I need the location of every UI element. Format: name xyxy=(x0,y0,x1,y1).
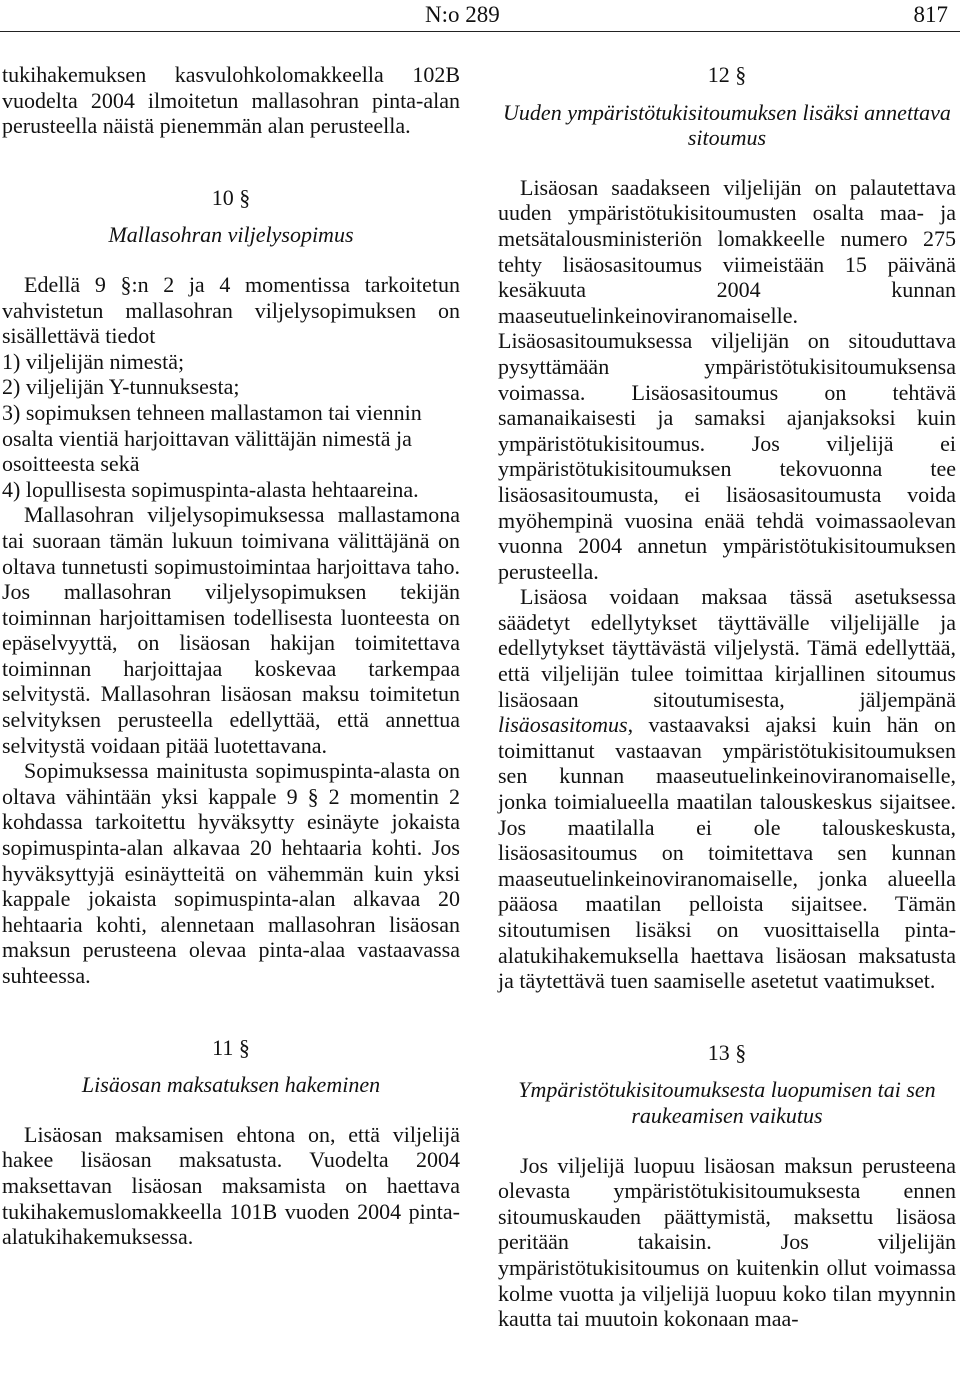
section-12-paragraph-1: Lisäosan saadakseen viljelijän on palautettava uuden ympäristötukisitoumusten osalta maa- ja metsätalousministeriön lomakkeelle numero 275 tehty lisäosasitoumus viimeistään 15 päivänä kesäkuuta 2004 kunnan maaseutuelinkeinoviranomaiselle. Lisäosasitoumuksessa viljelijän on sitouduttava pysyttämään ympäristötukisitoumuksensa voimassa. Lisäosasitoumus on tehtävä samanaikaisesti ja samaksi ajanjaksoksi kuin ympäristötukisitoumus. Jos viljelijä ei ympäristötukisitoumuksen tekovuonna tee lisäosasitoumusta, ei lisäosasitoumusta voida myöhempinä vuosina enää tehdä voimassaolevan vuonna 2004 annetun ympäristötukisitoumuksen perusteella. xyxy=(498,174,956,584)
section-10-number: 10 § xyxy=(211,184,251,210)
section-12-number: 12 § xyxy=(707,62,747,87)
section-10-item-3: 3) sopimuksen tehneen mallastamon tai viennin osalta vientiä harjoittavan välittäjän nimestä ja osoitteesta sekä xyxy=(2,399,422,477)
section-13-paragraph-1: Jos viljelijä luopuu lisäosan maksun perusteena olevasta ympäristötukisitoumuksesta ennen sitoumuskauden päättymistä, maksettu lisäosa peritään takaisin. Jos viljelijän ympäristötukisitoumus on kuitenkin ollut voimassa kolme vuotta ja viljelijä luopuu koko tilan myynnin kautta tai muutoin kokonaan maa- xyxy=(498,1152,956,1332)
section-11-number: 11 § xyxy=(212,1034,250,1060)
continuation-paragraph: tukihakemuksen kasvulohkolomakkeella 102B vuodelta 2004 ilmoitetun mallasohran pinta-alan perusteella näistä pienemmän alan perusteella. xyxy=(2,62,460,139)
section-12-paragraph-2-end: , vastaavaksi ajaksi kuin hän on toimittanut vastaavan ympäristötukisitoumuksen sen kunnan maaseutuelinkeinoviranomaiselle, jonka toimialueella maatilan talouskeskus sijaitsee. Jos maatilalla ei ole talouskeskusta, lisäosasitoumus on toimitettava sen kunnan maaseutuelinkeinoviranomaiselle, jonka alueella pääosa maatilan pelloista sijaitsee. Tämän sitoutumisen lisäksi on vuosittaisella pinta-alatukihakemuksella haettava lisäosan maksatusta ja täytettävä tuen saamiselle asetetut vaatimukset. xyxy=(498,712,956,994)
page-number: 817 xyxy=(913,2,948,27)
section-13-number: 13 § xyxy=(707,1039,747,1065)
statute-number: N:o 289 xyxy=(425,2,500,27)
section-13-title: Ympäristötukisitoumuksesta luopumisen tai sen raukeamisen vaikutus xyxy=(518,1077,936,1128)
right-column xyxy=(498,62,956,1332)
section-10-paragraph-3: Sopimuksessa mainitusta sopimuspinta-alasta on oltava vähintään yksi kappale 9 § 2 momentin 2 kohdassa tarkoitettu hyväksytty esinäyte jokaista sopimuspinta-alan alkavaa 20 hehtaaria kohti. Jos hyväksyttyjä esinäytteitä on vähemmän kuin yksi kappale jokaista sopimuspinta-alan alkavaa 20 hehtaaria kohti, alennetaan mallasohran lisäosan maksun perusteena olevaa pinta-alaa vastaavassa suhteessa. xyxy=(2,758,460,988)
running-header xyxy=(0,0,960,32)
section-10-item-1: 1) viljelijän nimestä; xyxy=(2,348,185,374)
section-11-paragraph-1: Lisäosan maksamisen ehtona on, että viljelijä hakee lisäosan maksatusta. Vuodelta 2004 maksettavan lisäosan maksamista on haettava tukihakemuslomakkeella 101B vuoden 2004 pinta-alatukihakemuksessa. xyxy=(2,1121,460,1250)
section-11-title: Lisäosan maksatuksen hakeminen xyxy=(81,1072,381,1098)
header-rule xyxy=(0,31,960,32)
section-12-paragraph-2 xyxy=(498,584,956,994)
section-10-intro: Edellä 9 §:n 2 ja 4 momentissa tarkoitetun vahvistetun mallasohran viljelysopimuksen on sisällettävä tiedot xyxy=(2,271,460,349)
section-12-title: Uuden ympäristötukisitoumuksen lisäksi annettava sitoumus xyxy=(503,99,951,151)
defined-term: lisäosasitomus xyxy=(498,712,628,738)
section-10-title: Mallasohran viljelysopimus xyxy=(108,222,354,248)
section-10-item-4: 4) lopullisesta sopimuspinta-alasta hehtaareina. xyxy=(2,476,419,502)
left-column xyxy=(2,62,460,1250)
section-12-paragraph-2-start: Lisäosa voidaan maksaa tässä asetuksessa säädetyt edellytykset täyttävälle viljelijälle ja edellytykset täyttävästä viljelystä. Tämä edellyttää, että viljelijän tulee toimittaa kirjallinen sitoumus lisäosaan sitoutumisesta, jäljempänä xyxy=(498,584,956,712)
section-10-item-2: 2) viljelijän Y-tunnuksesta; xyxy=(2,374,240,400)
section-10-paragraph-2: Mallasohran viljelysopimuksessa mallastamona tai suoraan tämän lukuun toimivana välittäjänä on oltava tunnetusti sopimustoimintaa harjoittava taho. Jos mallasohran viljelysopimuksen tekijän toiminnan harjoittamisen todellisesta luonteesta on epäselvyyttä, on lisäosan hakijan toimitettava toiminnan harjoittajaa koskevaa tarkempaa selvitystä. Mallasohran lisäosan maksu toimitetun selvityksen perusteella edellyttää, että annettua selvitystä voidaan pitää luotettavana. xyxy=(2,502,460,758)
